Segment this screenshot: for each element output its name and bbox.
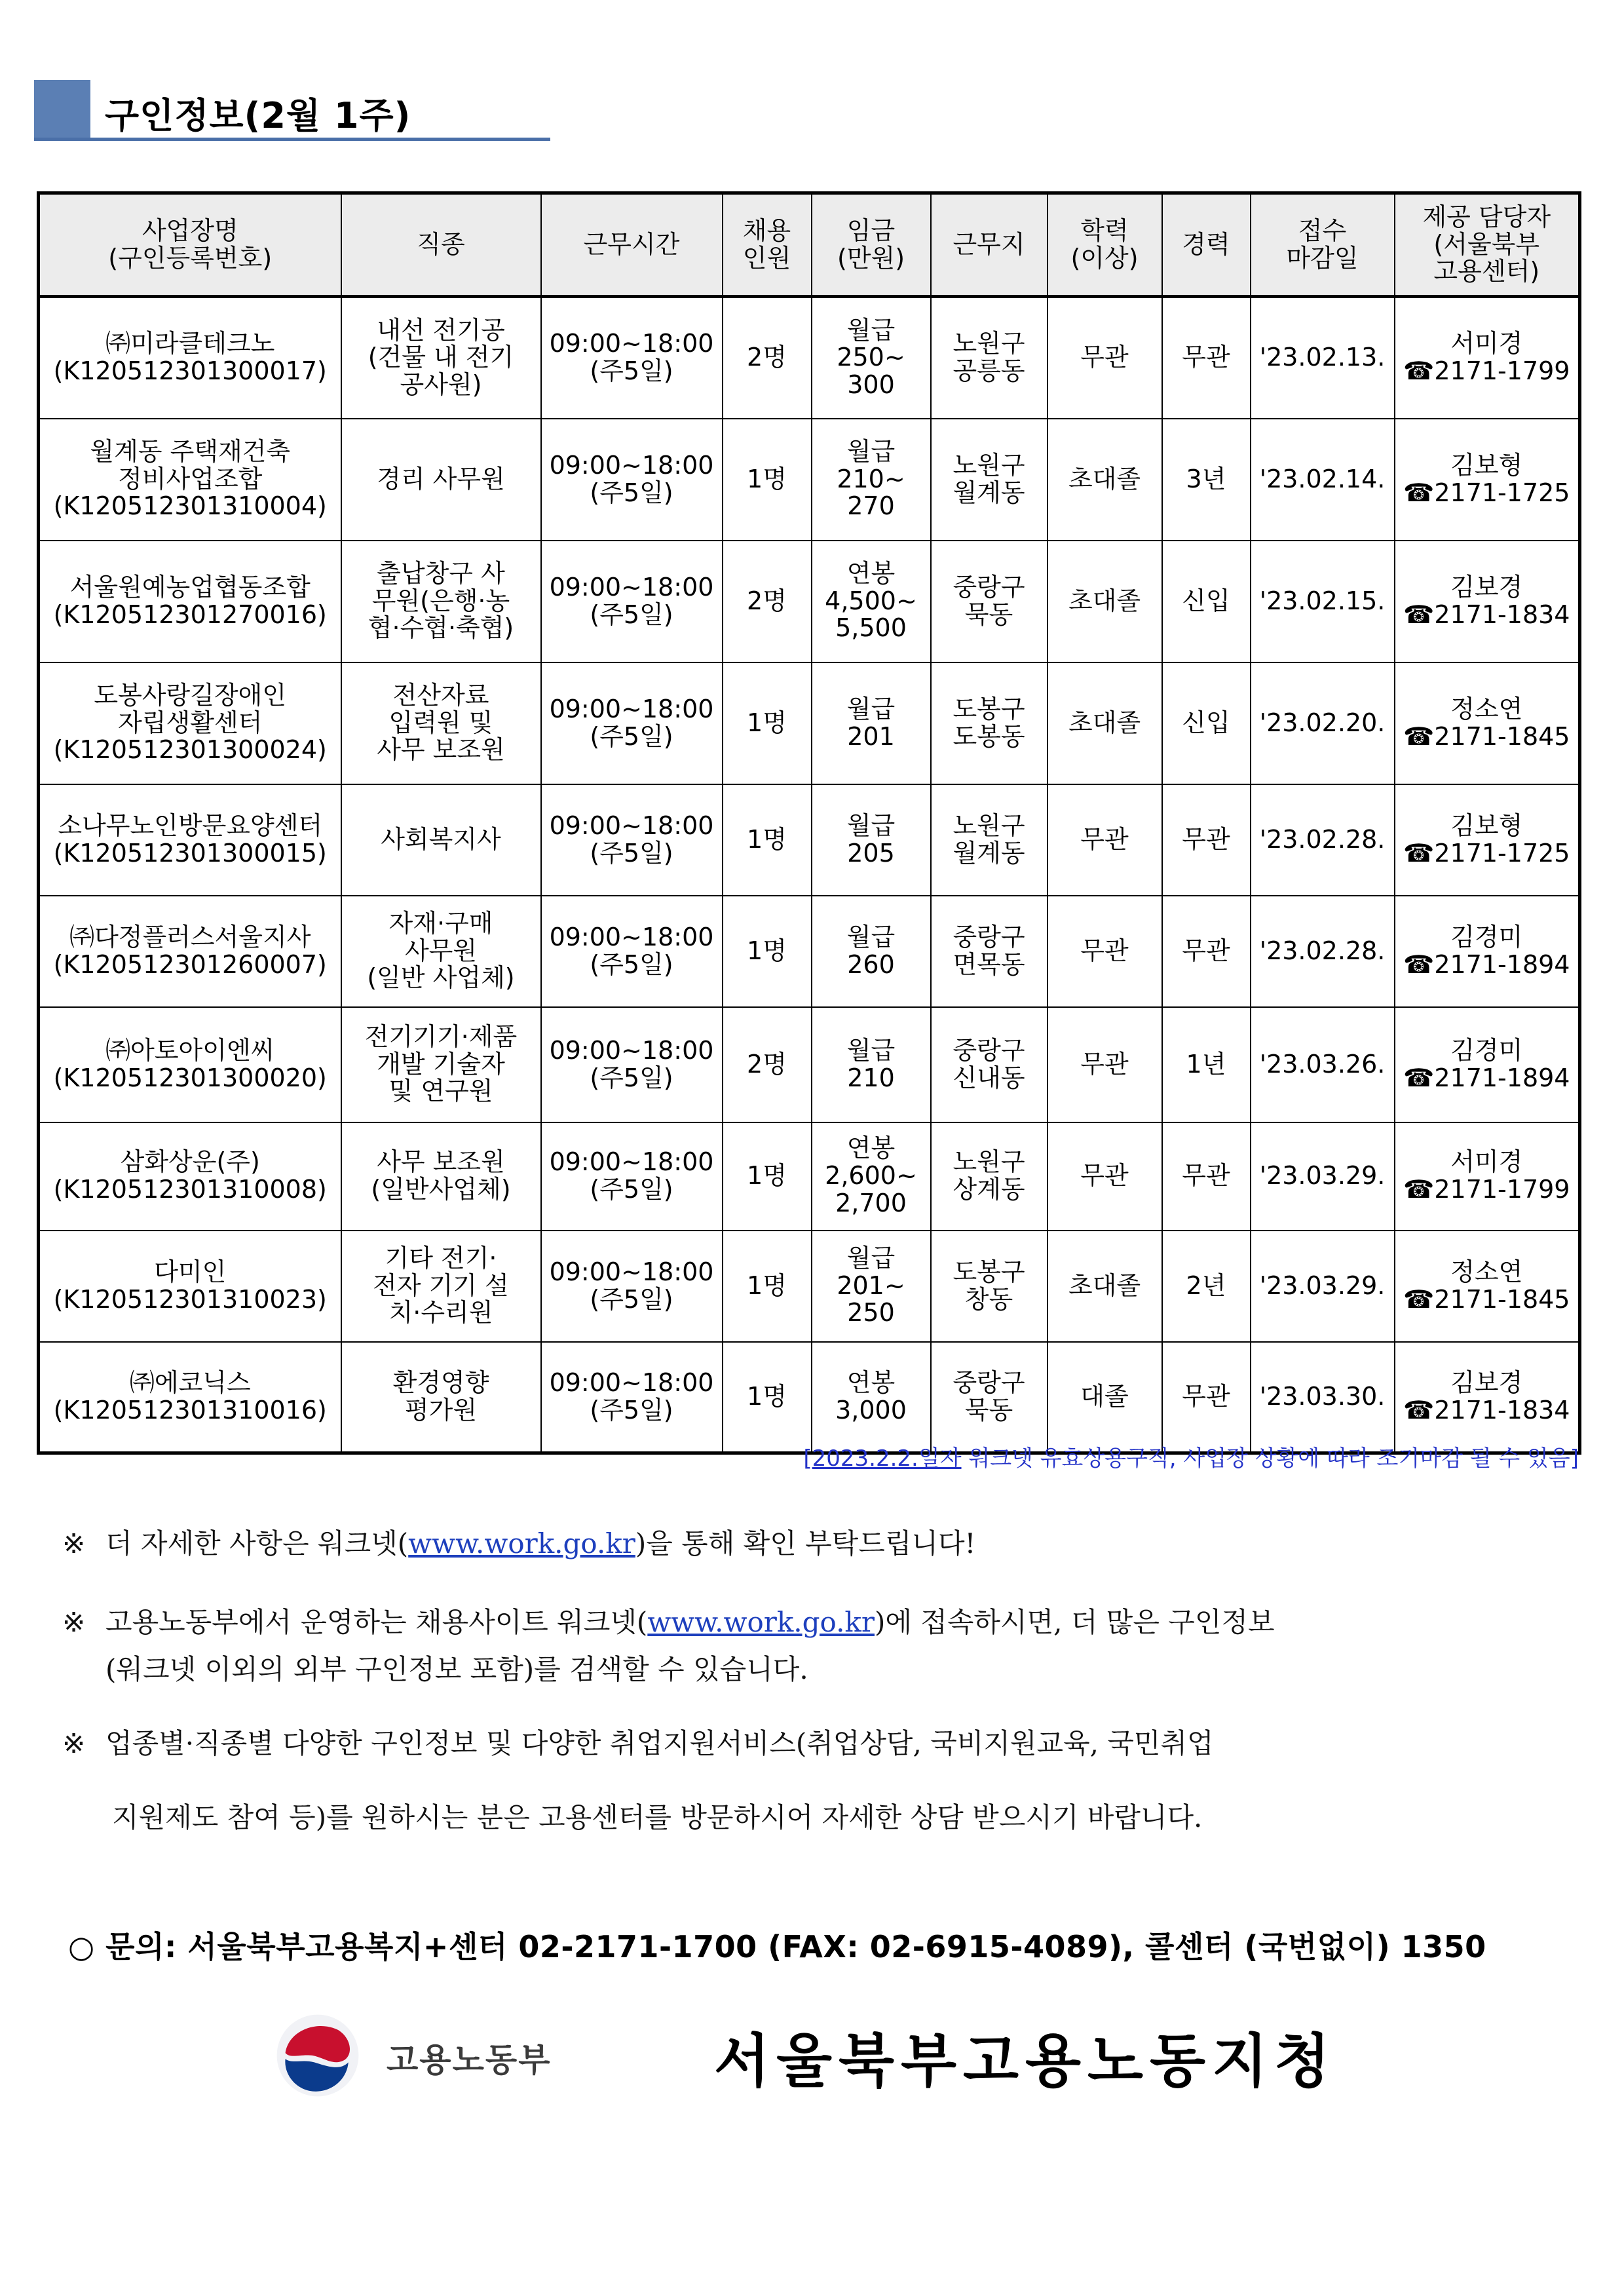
- cell-company: 도봉사랑길장애인 자립생활센터 (K120512301300024): [39, 662, 341, 784]
- cell-location: 노원구 공릉동: [931, 297, 1048, 419]
- cell-work-hours: 09:00~18:00 (주5일): [541, 784, 723, 896]
- cell-experience: 3년: [1162, 419, 1251, 541]
- cell-wage: 월급 201: [812, 662, 931, 784]
- title-square-decoration: [34, 80, 90, 138]
- validity-note-date: 2023.2.2.일자: [812, 1445, 962, 1472]
- note3-line2: 지원제도 참여 등)를 원하시는 분은 고용센터를 방문하시어 자세한 상담 받으시기 바랍니다.: [112, 1801, 1203, 1834]
- cell-contact-person: 정소연 ☎2171-1845: [1395, 1231, 1580, 1342]
- cell-education: 무관: [1048, 1122, 1162, 1231]
- validity-note: [701, 1440, 1579, 1472]
- header-location: 근무지: [931, 193, 1048, 297]
- cell-work-hours: 09:00~18:00 (주5일): [541, 1122, 723, 1231]
- note-worknet-search: [62, 1599, 1576, 1693]
- table-row: [39, 1007, 1580, 1122]
- cell-contact-person: 김보형 ☎2171-1725: [1395, 419, 1580, 541]
- cell-headcount: 1명: [723, 1231, 812, 1342]
- cell-company: ㈜미라클테크노 (K120512301300017): [39, 297, 341, 419]
- header-job-type: 직종: [341, 193, 541, 297]
- ministry-logo-text: 고용노동부: [387, 2041, 552, 2079]
- cell-headcount: 1명: [723, 896, 812, 1007]
- cell-contact-person: 김보경 ☎2171-1834: [1395, 1342, 1580, 1453]
- table-row: [39, 784, 1580, 896]
- cell-location: 도봉구 창동: [931, 1231, 1048, 1342]
- cell-headcount: 1명: [723, 419, 812, 541]
- header-contact-person: 제공 담당자 (서울북부 고용센터): [1395, 193, 1580, 297]
- table-row: [39, 1122, 1580, 1231]
- note-mark: ※: [62, 1727, 86, 1759]
- header-wage: 임금 (만원): [812, 193, 931, 297]
- table-row: [39, 297, 1580, 419]
- cell-contact-person: 정소연 ☎2171-1845: [1395, 662, 1580, 784]
- cell-company: 삼화상운(주) (K120512301310008): [39, 1122, 341, 1231]
- cell-deadline: '23.03.26.: [1251, 1007, 1395, 1122]
- cell-headcount: 2명: [723, 541, 812, 662]
- page-title: 구인정보(2월 1주): [105, 95, 411, 136]
- cell-deadline: '23.02.20.: [1251, 662, 1395, 784]
- worknet-link[interactable]: www.work.go.kr: [408, 1527, 635, 1559]
- cell-experience: 1년: [1162, 1007, 1251, 1122]
- table-row: [39, 541, 1580, 662]
- note1-text-before: 더 자세한 사항은 워크넷(: [105, 1527, 409, 1559]
- header-experience: 경력: [1162, 193, 1251, 297]
- note-mark: ※: [62, 1606, 86, 1638]
- cell-wage: 월급 201~ 250: [812, 1231, 931, 1342]
- cell-experience: 무관: [1162, 1342, 1251, 1453]
- cell-education: 대졸: [1048, 1342, 1162, 1453]
- note-mark: ※: [62, 1527, 86, 1559]
- cell-wage: 월급 210~ 270: [812, 419, 931, 541]
- cell-job-type: 기타 전기· 전자 기기 설 치·수리원: [341, 1231, 541, 1342]
- cell-education: 무관: [1048, 1007, 1162, 1122]
- cell-contact-person: 서미경 ☎2171-1799: [1395, 1122, 1580, 1231]
- cell-deadline: '23.02.14.: [1251, 419, 1395, 541]
- cell-headcount: 1명: [723, 784, 812, 896]
- cell-company: ㈜아토아이엔씨 (K120512301300020): [39, 1007, 341, 1122]
- cell-headcount: 1명: [723, 1342, 812, 1453]
- header-headcount: 채용 인원: [723, 193, 812, 297]
- cell-headcount: 1명: [723, 1122, 812, 1231]
- cell-job-type: 자재·구매 사무원 (일반 사업체): [341, 896, 541, 1007]
- cell-experience: 무관: [1162, 896, 1251, 1007]
- table-row: [39, 1231, 1580, 1342]
- note1-text-after: )을 통해 확인 부탁드립니다!: [635, 1527, 976, 1559]
- cell-job-type: 경리 사무원: [341, 419, 541, 541]
- cell-experience: 2년: [1162, 1231, 1251, 1342]
- cell-work-hours: 09:00~18:00 (주5일): [541, 662, 723, 784]
- cell-education: 초대졸: [1048, 541, 1162, 662]
- cell-deadline: '23.02.15.: [1251, 541, 1395, 662]
- cell-education: 초대졸: [1048, 662, 1162, 784]
- note3-line1: 업종별·직종별 다양한 구인정보 및 다양한 취업지원서비스(취업상담, 국비지원교육, 국민취업: [105, 1727, 1214, 1759]
- note2-text-before: 고용노동부에서 운영하는 채용사이트 워크넷(: [105, 1606, 648, 1638]
- cell-education: 초대졸: [1048, 1231, 1162, 1342]
- cell-wage: 월급 210: [812, 1007, 931, 1122]
- cell-experience: 신입: [1162, 662, 1251, 784]
- cell-headcount: 1명: [723, 662, 812, 784]
- cell-work-hours: 09:00~18:00 (주5일): [541, 541, 723, 662]
- cell-contact-person: 김경미 ☎2171-1894: [1395, 896, 1580, 1007]
- table-row: [39, 662, 1580, 784]
- cell-work-hours: 09:00~18:00 (주5일): [541, 297, 723, 419]
- cell-wage: 월급 260: [812, 896, 931, 1007]
- cell-education: 초대졸: [1048, 419, 1162, 541]
- cell-location: 도봉구 도봉동: [931, 662, 1048, 784]
- cell-experience: 신입: [1162, 541, 1251, 662]
- validity-note-bracket: [: [803, 1445, 812, 1472]
- cell-contact-person: 김경미 ☎2171-1894: [1395, 1007, 1580, 1122]
- note2-line2: (워크넷 이외의 외부 구인정보 포함)를 검색할 수 있습니다.: [105, 1653, 808, 1686]
- cell-contact-person: 김보형 ☎2171-1725: [1395, 784, 1580, 896]
- cell-education: 무관: [1048, 896, 1162, 1007]
- cell-location: 노원구 월계동: [931, 784, 1048, 896]
- cell-headcount: 2명: [723, 297, 812, 419]
- note-employment-services: [62, 1727, 1576, 1855]
- footer: [0, 2005, 1624, 2136]
- taegeuk-emblem-icon: [275, 2013, 360, 2098]
- worknet-link[interactable]: www.work.go.kr: [647, 1606, 875, 1638]
- title-underline: [34, 138, 550, 141]
- cell-company: 소나무노인방문요양센터 (K120512301300015): [39, 784, 341, 896]
- cell-work-hours: 09:00~18:00 (주5일): [541, 1342, 723, 1453]
- cell-deadline: '23.03.29.: [1251, 1122, 1395, 1231]
- cell-deadline: '23.02.13.: [1251, 297, 1395, 419]
- cell-wage: 월급 250~ 300: [812, 297, 931, 419]
- cell-work-hours: 09:00~18:00 (주5일): [541, 896, 723, 1007]
- table-row: [39, 896, 1580, 1007]
- cell-location: 중랑구 신내동: [931, 1007, 1048, 1122]
- cell-location: 중랑구 묵동: [931, 1342, 1048, 1453]
- cell-job-type: 환경영향 평가원: [341, 1342, 541, 1453]
- cell-work-hours: 09:00~18:00 (주5일): [541, 419, 723, 541]
- cell-headcount: 2명: [723, 1007, 812, 1122]
- cell-location: 중랑구 면목동: [931, 896, 1048, 1007]
- cell-job-type: 전산자료 입력원 및 사무 보조원: [341, 662, 541, 784]
- cell-experience: 무관: [1162, 784, 1251, 896]
- cell-deadline: '23.03.30.: [1251, 1342, 1395, 1453]
- cell-deadline: '23.02.28.: [1251, 896, 1395, 1007]
- cell-company: 다미인 (K120512301310023): [39, 1231, 341, 1342]
- contact-info: ○ 문의: 서울북부고용복지+센터 02-2171-1700 (FAX: 02-6915-4089), 콜센터 (국번없이) 1350: [68, 1929, 1486, 1964]
- cell-contact-person: 서미경 ☎2171-1799: [1395, 297, 1580, 419]
- organization-name: 서울북부고용노동지청: [714, 2027, 1337, 2095]
- cell-job-type: 내선 전기공 (건물 내 전기 공사원): [341, 297, 541, 419]
- cell-experience: 무관: [1162, 297, 1251, 419]
- header-deadline: 접수 마감일: [1251, 193, 1395, 297]
- cell-location: 중랑구 묵동: [931, 541, 1048, 662]
- cell-job-type: 사회복지사: [341, 784, 541, 896]
- cell-wage: 연봉 3,000: [812, 1342, 931, 1453]
- cell-job-type: 전기기기·제품 개발 기술자 및 연구원: [341, 1007, 541, 1122]
- job-listing-table: [37, 191, 1581, 1455]
- cell-company: ㈜다정플러스서울지사 (K120512301260007): [39, 896, 341, 1007]
- header-education: 학력 (이상): [1048, 193, 1162, 297]
- cell-work-hours: 09:00~18:00 (주5일): [541, 1231, 723, 1342]
- table-row: [39, 419, 1580, 541]
- cell-wage: 연봉 4,500~ 5,500: [812, 541, 931, 662]
- note-worknet-detail: [62, 1521, 1576, 1565]
- table-header-row: [39, 193, 1580, 297]
- cell-deadline: '23.03.29.: [1251, 1231, 1395, 1342]
- note2-text-after: )에 접속하시면, 더 많은 구인정보: [874, 1606, 1275, 1638]
- cell-education: 무관: [1048, 297, 1162, 419]
- cell-company: ㈜에코닉스 (K120512301310016): [39, 1342, 341, 1453]
- cell-education: 무관: [1048, 784, 1162, 896]
- cell-location: 노원구 상계동: [931, 1122, 1048, 1231]
- table-row: [39, 1342, 1580, 1453]
- validity-note-text: 워크넷 유효상용구직, 사업장 상황에 따라 조기마감 될 수 있음]: [961, 1445, 1579, 1472]
- cell-location: 노원구 월계동: [931, 419, 1048, 541]
- cell-work-hours: 09:00~18:00 (주5일): [541, 1007, 723, 1122]
- header-company: 사업장명 (구인등록번호): [39, 193, 341, 297]
- cell-deadline: '23.02.28.: [1251, 784, 1395, 896]
- cell-experience: 무관: [1162, 1122, 1251, 1231]
- cell-wage: 월급 205: [812, 784, 931, 896]
- cell-company: 서울원예농업협동조합 (K120512301270016): [39, 541, 341, 662]
- cell-job-type: 출납창구 사 무원(은행·농 협·수협·축협): [341, 541, 541, 662]
- page-title-block: [34, 80, 550, 140]
- cell-company: 월계동 주택재건축 정비사업조합 (K120512301310004): [39, 419, 341, 541]
- cell-wage: 연봉 2,600~ 2,700: [812, 1122, 931, 1231]
- cell-contact-person: 김보경 ☎2171-1834: [1395, 541, 1580, 662]
- header-work-hours: 근무시간: [541, 193, 723, 297]
- cell-job-type: 사무 보조원 (일반사업체): [341, 1122, 541, 1231]
